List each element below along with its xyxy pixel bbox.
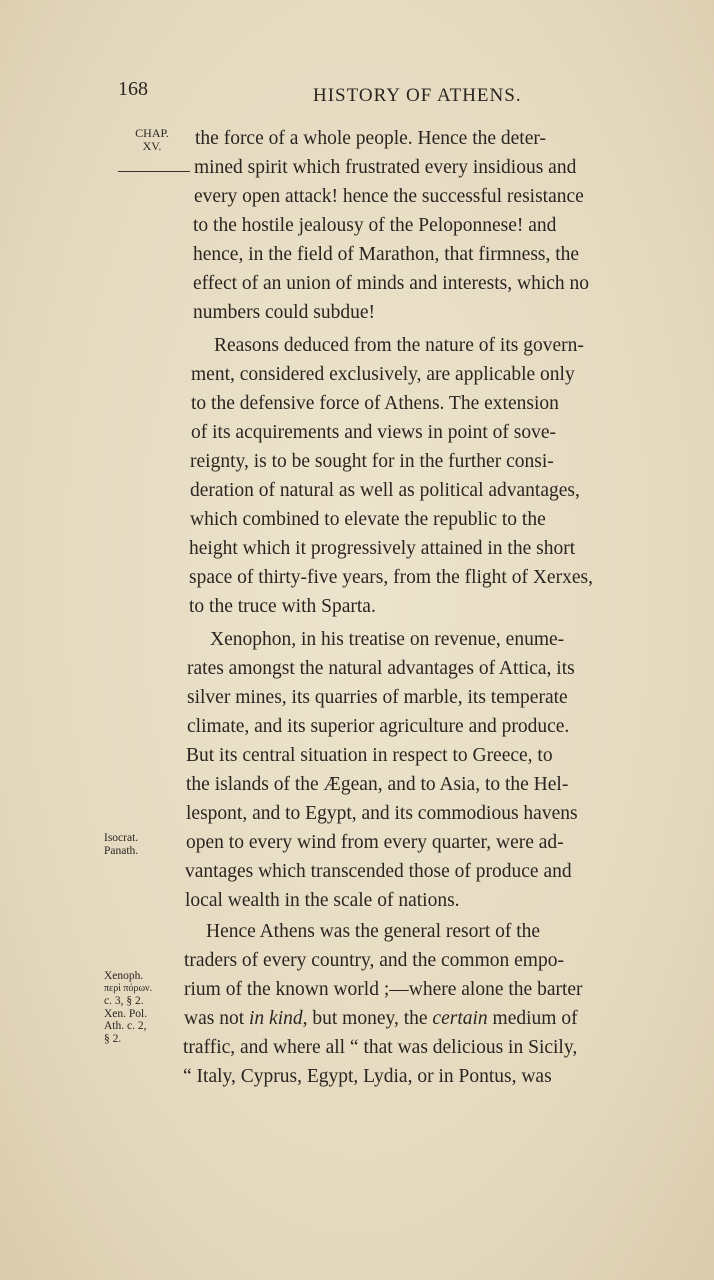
margin-note-xenophon [104, 970, 152, 1045]
margin-note-line: Xenoph. [104, 970, 144, 982]
text-line: “ Italy, Cyprus, Egypt, Lydia, or in Pontus, was [183, 1066, 552, 1087]
chapter-rule [118, 171, 190, 172]
chapter-marker [128, 127, 176, 153]
text-line: every open attack! hence the successful resistance [194, 186, 584, 207]
text-line: reignty, is to be sought for in the further consi- [190, 451, 554, 472]
text-line: lespont, and to Egypt, and its commodious havens [186, 803, 578, 824]
text-line: open to every wind from every quarter, were ad- [186, 832, 564, 853]
text-line: which combined to elevate the republic to the [190, 509, 546, 530]
text-line: ment, considered exclusively, are applicable only [191, 364, 575, 385]
text-line: Reasons deduced from the nature of its govern- [214, 335, 584, 356]
chapter-label: CHAP. [135, 126, 169, 140]
text-line: vantages which transcended those of produce and [185, 861, 572, 882]
text-line: silver mines, its quarries of marble, its temperate [187, 687, 568, 708]
margin-note-line: περὶ πόρων. [104, 982, 153, 994]
text-line: to the hostile jealousy of the Peloponnese! and [193, 215, 557, 236]
italic-run: certain [432, 1008, 488, 1029]
text-line: traffic, and where all “ that was delicious in Sicily, [183, 1037, 578, 1058]
margin-note-line: Isocrat. [104, 832, 139, 844]
margin-note-line: Ath. c. 2, [104, 1020, 147, 1032]
text-line: Xenophon, in his treatise on revenue, enume- [210, 629, 565, 650]
text-line: local wealth in the scale of nations. [185, 890, 460, 911]
text-line: effect of an union of minds and interests, which no [193, 273, 590, 294]
text-line: height which it progressively attained in the short [189, 538, 576, 559]
text-line: rates amongst the natural advantages of Attica, its [187, 658, 575, 679]
text-line: rium of the known world ;—where alone the barter [184, 979, 583, 1000]
chapter-number: XV. [142, 139, 162, 153]
text-line-mixed [184, 1008, 578, 1030]
running-head: HISTORY OF ATHENS. [313, 85, 522, 106]
text-line: traders of every country, and the common empo- [184, 950, 564, 971]
text-line: climate, and its superior agriculture and produce. [187, 716, 570, 737]
text-line: deration of natural as well as political advantages, [190, 480, 580, 501]
text-line: to the defensive force of Athens. The extension [191, 393, 559, 414]
margin-note-line: Xen. Pol. [104, 1007, 148, 1020]
margin-note-line: Panath. [104, 844, 139, 857]
text-line: mined spirit which frustrated every insidious and [194, 157, 577, 178]
text-line: of its acquirements and views in point of sove- [191, 422, 557, 443]
text-line: the force of a whole people. Hence the deter- [195, 128, 546, 149]
margin-note-line: c. 3, § 2. [104, 995, 144, 1007]
text-line: numbers could subdue! [193, 302, 375, 323]
text-run: medium of [487, 1008, 578, 1029]
text-line: to the truce with Sparta. [189, 596, 376, 617]
text-line: hence, in the field of Marathon, that firmness, the [193, 244, 580, 265]
text-run: was not [184, 1008, 249, 1029]
text-line: Hence Athens was the general resort of the [206, 921, 541, 942]
page-number: 168 [118, 78, 148, 100]
text-line: space of thirty-five years, from the flight of Xerxes, [189, 567, 593, 588]
text-run: , but money, the [302, 1008, 433, 1029]
text-line: the islands of the Ægean, and to Asia, to the Hel- [186, 774, 569, 795]
text-line: But its central situation in respect to Greece, to [186, 745, 553, 766]
margin-note-isocrates [104, 832, 138, 857]
italic-run: in kind [249, 1008, 303, 1029]
margin-note-line: § 2. [104, 1032, 122, 1045]
